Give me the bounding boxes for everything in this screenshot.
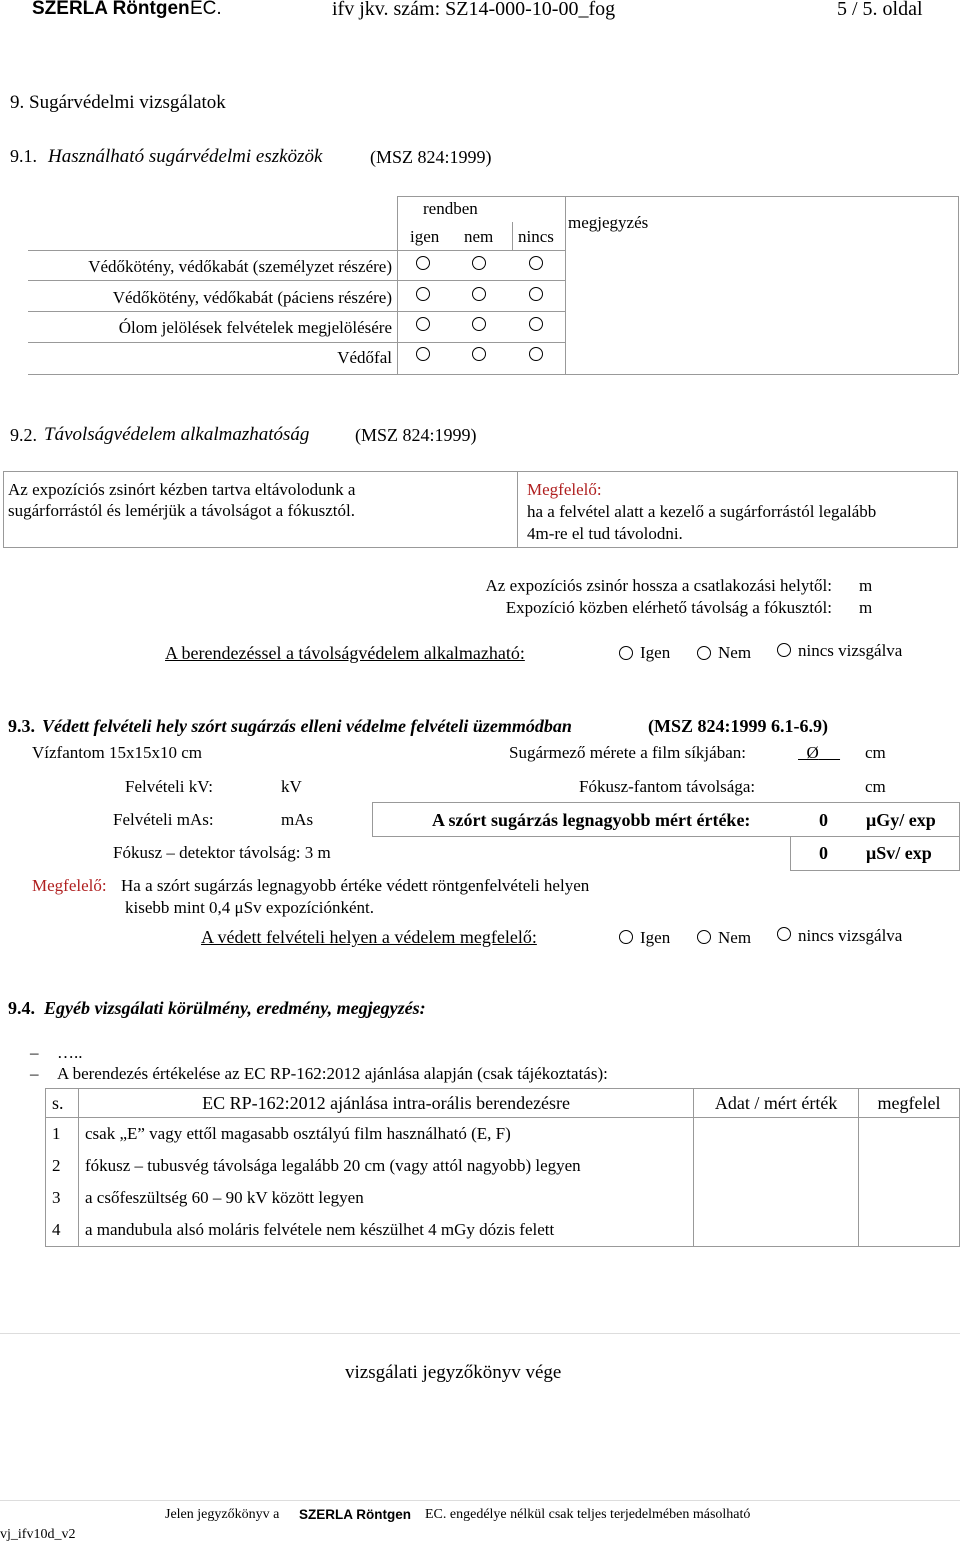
note-dash-2: – bbox=[30, 1064, 39, 1083]
radio-distance-igen-label: Igen bbox=[640, 643, 671, 662]
ec-row-value bbox=[694, 1118, 859, 1151]
row-label-staff-apron: Védőkötény, védőkabát (személyzet részére) bbox=[88, 257, 392, 276]
section-9-4-title: Egyéb vizsgálati körülmény, eredmény, megjegyzés: bbox=[44, 998, 426, 1018]
note-item-2: A berendezés értékelése az EC RP-162:2012 ajánlása alapján (csak tájékoztatás): bbox=[57, 1064, 608, 1083]
ec-row-number: 2 bbox=[46, 1150, 79, 1182]
ec-row-compliant bbox=[859, 1214, 960, 1247]
radio-staff-apron-nem[interactable] bbox=[472, 256, 486, 270]
row-label-lead-markers: Ólom jelölések felvételek megjelölésére bbox=[118, 318, 392, 337]
kv-label: Felvételi kV: bbox=[125, 777, 213, 796]
ec-row-text: a mandubula alsó moláris felvétele nem készülhet 4 mGy dózis felett bbox=[78, 1214, 693, 1247]
ec-header-criterion: EC RP-162:2012 ajánlása intra-orális berendezésre bbox=[78, 1089, 693, 1118]
water-phantom-label: Vízfantom 15x15x10 cm bbox=[32, 743, 202, 762]
ec-row-text: fókusz – tubusvég távolsága legalább 20 cm (vagy attól nagyobb) legyen bbox=[78, 1150, 693, 1182]
field-size-value bbox=[798, 743, 850, 763]
sv-unit: μSv/ exp bbox=[866, 843, 932, 863]
radio-distance-igen[interactable] bbox=[619, 646, 633, 660]
radio-lead-markers-nincs[interactable] bbox=[529, 317, 543, 331]
mas-label: Felvételi mAs: bbox=[113, 810, 214, 829]
ec-row-value bbox=[694, 1150, 859, 1182]
section-9-1-title: Használható sugárvédelmi eszközök bbox=[48, 146, 323, 167]
section-9-2-standard: (MSZ 824:1999) bbox=[355, 425, 477, 445]
radio-protective-wall-nem[interactable] bbox=[472, 347, 486, 361]
section-9-3-standard: (MSZ 824:1999 6.1-6.9) bbox=[648, 716, 828, 736]
ec-row-compliant bbox=[859, 1182, 960, 1214]
radio-protected-nincs[interactable] bbox=[777, 927, 791, 941]
section-9-1-number: 9.1. bbox=[10, 146, 37, 166]
ec-row-text: csak „E” vagy ettől magasabb osztályú film használható (E, F) bbox=[78, 1118, 693, 1151]
radio-distance-nincs[interactable] bbox=[777, 643, 791, 657]
radio-staff-apron-nincs[interactable] bbox=[529, 256, 543, 270]
header-page-number: 5 / 5. oldal bbox=[837, 0, 923, 20]
footer-divider bbox=[0, 1500, 960, 1501]
radio-protected-igen[interactable] bbox=[619, 930, 633, 944]
max-scatter-label: A szórt sugárzás legnagyobb mért értéke: bbox=[432, 810, 751, 830]
scatter-ok-line2: kisebb mint 0,4 μSv expozíciónként. bbox=[125, 898, 374, 917]
ec-header-compliant: megfelel bbox=[859, 1089, 960, 1118]
distance-applicable-label: A berendezéssel a távolságvédelem alkalmazható: bbox=[165, 643, 525, 663]
header-company: SZERLA Röntgen bbox=[32, 0, 190, 19]
col-nem: nem bbox=[464, 227, 494, 246]
section-9-title: 9. Sugárvédelmi vizsgálatok bbox=[10, 92, 226, 113]
radio-lead-markers-igen[interactable] bbox=[416, 317, 430, 331]
sv-value: 0 bbox=[819, 843, 828, 863]
radio-distance-nem[interactable] bbox=[697, 646, 711, 660]
ec-row-number: 4 bbox=[46, 1214, 79, 1247]
focus-phantom-unit: cm bbox=[865, 777, 886, 796]
end-of-report: vizsgálati jegyzőkönyv vége bbox=[345, 1362, 562, 1383]
table-row bbox=[46, 1150, 960, 1182]
ec-header-no: s. bbox=[46, 1089, 79, 1118]
note-dash-1: – bbox=[30, 1043, 39, 1062]
field-size-label: Sugármező mérete a film síkjában: bbox=[509, 743, 746, 762]
radio-protective-wall-igen[interactable] bbox=[416, 347, 430, 361]
radio-distance-nem-label: Nem bbox=[718, 643, 752, 662]
row-label-patient-apron: Védőkötény, védőkabát (páciens részére) bbox=[112, 288, 392, 307]
distance-method-line1: Az expozíciós zsinórt kézben tartva eltávolodunk a bbox=[8, 480, 356, 499]
max-scatter-value: 0 bbox=[819, 810, 828, 830]
radio-protected-nem[interactable] bbox=[697, 930, 711, 944]
header-doc-number: ifv jkv. szám: SZ14-000-10-00_fog bbox=[332, 0, 616, 20]
ec-row-value bbox=[694, 1214, 859, 1247]
radio-protective-wall-nincs[interactable] bbox=[529, 347, 543, 361]
protected-place-label: A védett felvételi helyen a védelem megfelelő: bbox=[201, 927, 537, 947]
radio-patient-apron-nem[interactable] bbox=[472, 287, 486, 301]
field-size-unit: cm bbox=[865, 743, 886, 762]
table-row bbox=[46, 1118, 960, 1151]
row-label-protective-wall: Védőfal bbox=[337, 348, 392, 367]
ec-header-value: Adat / mért érték bbox=[694, 1089, 859, 1118]
section-9-2-number: 9.2. bbox=[10, 425, 37, 445]
radio-protected-igen-label: Igen bbox=[640, 928, 671, 947]
exposure-distance-unit: m bbox=[859, 598, 873, 617]
ec-row-compliant bbox=[859, 1118, 960, 1151]
distance-method-line2: sugárforrástól és lemérjük a távolságot a fókusztól. bbox=[8, 501, 355, 520]
scatter-ok-label: Megfelelő: bbox=[32, 876, 107, 895]
ec-table-header bbox=[46, 1089, 960, 1118]
ec-row-number: 3 bbox=[46, 1182, 79, 1214]
end-divider bbox=[0, 1333, 960, 1334]
section-9-3-number: 9.3. bbox=[8, 716, 35, 736]
col-megjegyzes: megjegyzés bbox=[568, 213, 649, 232]
header-company-suffix: EC. bbox=[190, 0, 222, 19]
col-igen: igen bbox=[410, 227, 440, 246]
cord-length-unit: m bbox=[859, 576, 873, 595]
field-size-symbol: Ø bbox=[806, 743, 819, 762]
distance-ok-line2: 4m-re el tud távolodni. bbox=[527, 524, 683, 543]
radio-lead-markers-nem[interactable] bbox=[472, 317, 486, 331]
col-group-rendben: rendben bbox=[423, 199, 478, 218]
focus-detector-distance: Fókusz – detektor távolság: 3 m bbox=[113, 843, 331, 862]
scatter-ok-line1: Ha a szórt sugárzás legnagyobb értéke védett röntgenfelvételi helyen bbox=[121, 876, 590, 895]
ec-row-number: 1 bbox=[46, 1118, 79, 1151]
max-scatter-unit: μGy/ exp bbox=[866, 810, 936, 830]
section-9-2-title: Távolságvédelem alkalmazhatóság bbox=[44, 424, 310, 445]
section-9-4-number: 9.4. bbox=[8, 998, 35, 1018]
footer-company: SZERLA Röntgen bbox=[299, 1507, 411, 1522]
radio-protected-nem-label: Nem bbox=[718, 928, 752, 947]
kv-unit: kV bbox=[281, 777, 302, 796]
radio-protected-nincs-label: nincs vizsgálva bbox=[798, 926, 903, 945]
footer-form-code: vj_ifv10d_v2 bbox=[0, 1527, 76, 1542]
footer-prefix: Jelen jegyzőkönyv a bbox=[165, 1507, 280, 1522]
footer-suffix: EC. engedélye nélkül csak teljes terjedelmében másolható bbox=[425, 1507, 751, 1522]
ec-row-compliant bbox=[859, 1150, 960, 1182]
cord-length-label: Az expozíciós zsinór hossza a csatlakozási helytől: bbox=[485, 576, 832, 595]
mas-unit: mAs bbox=[281, 810, 314, 829]
section-9-1-standard: (MSZ 824:1999) bbox=[370, 147, 492, 167]
ec-row-value bbox=[694, 1182, 859, 1214]
ec-rp162-table bbox=[45, 1088, 960, 1247]
focus-phantom-label: Fókusz-fantom távolsága: bbox=[579, 777, 756, 796]
radio-distance-nincs-label: nincs vizsgálva bbox=[798, 641, 903, 660]
exposure-distance-label: Expozíció közben elérhető távolság a fókusztól: bbox=[505, 598, 832, 617]
distance-ok-label: Megfelelő: bbox=[527, 480, 602, 499]
radio-patient-apron-igen[interactable] bbox=[416, 287, 430, 301]
note-item-1: ….. bbox=[57, 1043, 83, 1062]
table-row bbox=[46, 1214, 960, 1247]
radio-staff-apron-igen[interactable] bbox=[416, 256, 430, 270]
col-nincs: nincs bbox=[518, 227, 554, 246]
ec-row-text: a csőfeszültség 60 – 90 kV között legyen bbox=[78, 1182, 693, 1214]
distance-ok-line1: ha a felvétel alatt a kezelő a sugárforrástól legalább bbox=[527, 502, 877, 521]
section-9-3-title: Védett felvételi hely szórt sugárzás elleni védelme felvételi üzemmódban bbox=[42, 716, 572, 736]
radio-patient-apron-nincs[interactable] bbox=[529, 287, 543, 301]
table-row bbox=[46, 1182, 960, 1214]
